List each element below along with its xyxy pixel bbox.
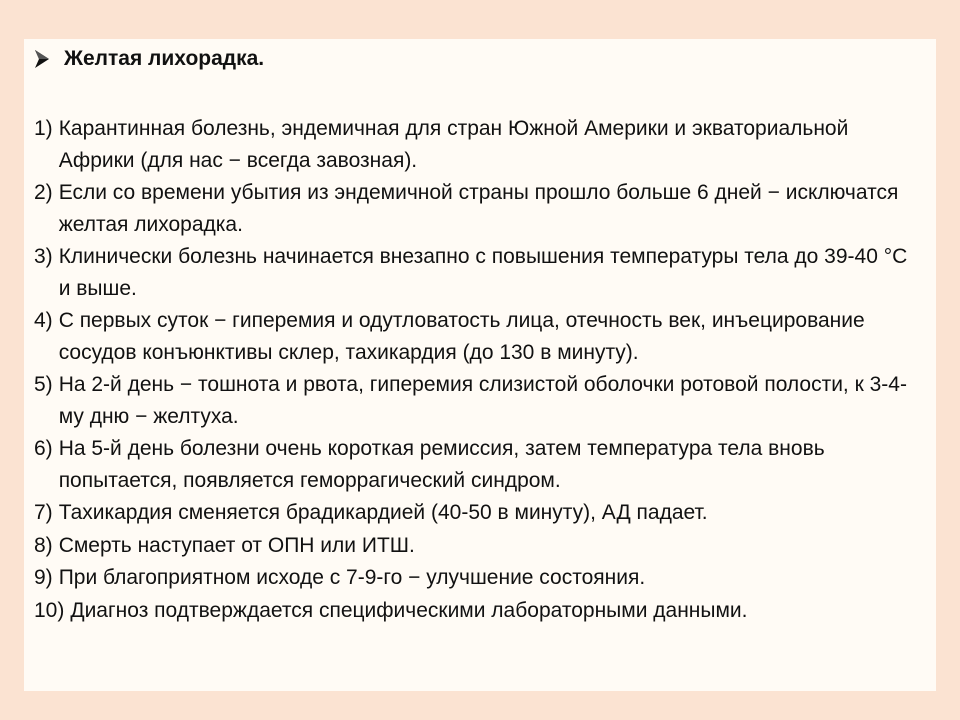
- item-number: 8): [34, 533, 53, 557]
- item-text: При благоприятном исходе с 7-9-го − улучшение состояния.: [58, 566, 646, 589]
- list-item: [34, 530, 924, 562]
- item-number: 9): [34, 566, 53, 589]
- list-item: [34, 113, 924, 176]
- item-text: Карантинная болезнь, эндемичная для стран Южной Америки и экваториальной Африки (для нас − всегда завозная).: [58, 117, 849, 172]
- item-text: На 5-й день болезни очень короткая ремиссия, затем температура тела вновь попытается, появляется геморрагический синдром.: [58, 437, 825, 492]
- item-text: Диагноз подтверждается специфическими лабораторными данными.: [70, 598, 748, 622]
- item-text: На 2-й день − тошнота и рвота, гиперемия слизистой оболочки ротовой полости, к 3-4-му дню − желтуха.: [58, 373, 907, 428]
- item-number: 5): [34, 373, 53, 396]
- list-item: [34, 241, 924, 304]
- list-item: [34, 562, 924, 594]
- item-text: Клинически болезнь начинается внезапно с повышения температуры тела до 39-40 °С и выше.: [58, 245, 908, 300]
- list-item: [34, 369, 924, 432]
- item-number: 6): [34, 437, 53, 460]
- list-item: [34, 177, 924, 240]
- item-number: 10): [34, 598, 65, 622]
- item-number: 2): [34, 181, 53, 204]
- list-item: [34, 595, 924, 627]
- list-item: [34, 433, 924, 496]
- arrowhead-bullet-icon: [34, 49, 50, 69]
- slide-heading: [34, 47, 264, 71]
- list-item: [34, 305, 924, 368]
- item-text: Если со времени убытия из эндемичной страны прошло больше 6 дней − исключатся желтая лихорадка.: [58, 181, 899, 236]
- item-text: Тахикардия сменяется брадикардией (40-50 в минуту), АД падает.: [58, 501, 708, 524]
- item-text: С первых суток − гиперемия и одутловатость лица, отечность век, инъецирование сосудов конъюнктивы склер, тахикардия (до 130 в минуту).: [58, 309, 865, 364]
- item-number: 7): [34, 501, 53, 524]
- item-number: 4): [34, 309, 53, 332]
- item-number: 3): [34, 245, 53, 268]
- slide-title: Желтая лихорадка.: [64, 47, 265, 70]
- item-number: 1): [34, 117, 53, 140]
- symptom-list: [34, 113, 924, 627]
- list-item: [34, 497, 924, 529]
- item-text: Смерть наступает от ОПН или ИТШ.: [58, 533, 415, 557]
- slide-content: [24, 39, 936, 691]
